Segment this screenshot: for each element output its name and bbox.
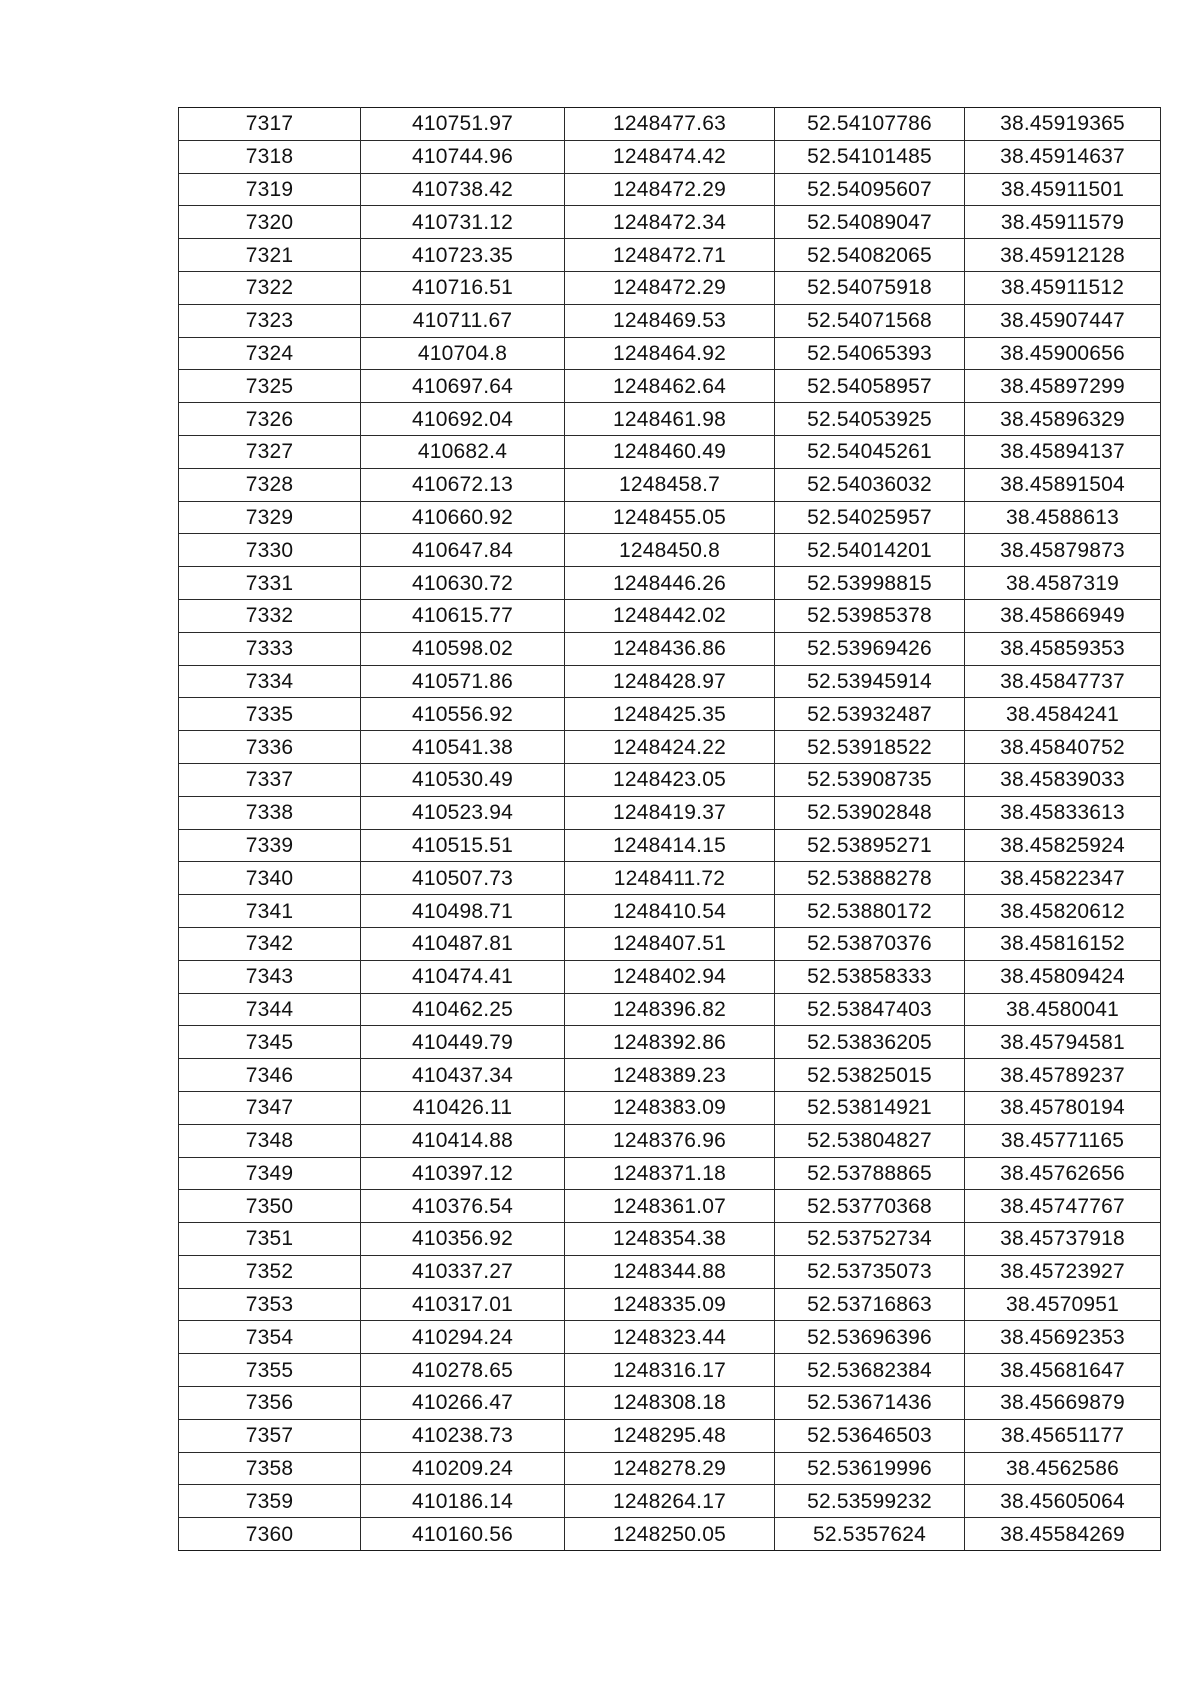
table-row — [179, 1518, 1161, 1551]
x-coordinate-cell: 410397.12 — [361, 1157, 565, 1190]
x-coordinate-cell: 410356.92 — [361, 1223, 565, 1256]
x-coordinate-cell: 410630.72 — [361, 567, 565, 600]
latitude-cell: 52.53969426 — [775, 632, 965, 665]
y-coordinate-cell: 1248410.54 — [565, 895, 775, 928]
latitude-cell: 52.53908735 — [775, 763, 965, 796]
point-number-cell: 7331 — [179, 567, 361, 600]
table-row — [179, 862, 1161, 895]
y-coordinate-cell: 1248250.05 — [565, 1518, 775, 1551]
x-coordinate-cell: 410278.65 — [361, 1354, 565, 1387]
x-coordinate-cell: 410738.42 — [361, 173, 565, 206]
longitude-cell: 38.45794581 — [965, 1026, 1161, 1059]
point-number-cell: 7337 — [179, 763, 361, 796]
table-row — [179, 1419, 1161, 1452]
point-number-cell: 7333 — [179, 632, 361, 665]
x-coordinate-cell: 410449.79 — [361, 1026, 565, 1059]
latitude-cell: 52.54089047 — [775, 206, 965, 239]
point-number-cell: 7353 — [179, 1288, 361, 1321]
latitude-cell: 52.53599232 — [775, 1485, 965, 1518]
latitude-cell: 52.54014201 — [775, 534, 965, 567]
latitude-cell: 52.53858333 — [775, 960, 965, 993]
y-coordinate-cell: 1248450.8 — [565, 534, 775, 567]
table-row — [179, 1026, 1161, 1059]
x-coordinate-cell: 410598.02 — [361, 632, 565, 665]
point-number-cell: 7358 — [179, 1452, 361, 1485]
y-coordinate-cell: 1248477.63 — [565, 108, 775, 141]
table-row — [179, 1190, 1161, 1223]
table-row — [179, 1354, 1161, 1387]
y-coordinate-cell: 1248460.49 — [565, 435, 775, 468]
longitude-cell: 38.45847737 — [965, 665, 1161, 698]
longitude-cell: 38.45692353 — [965, 1321, 1161, 1354]
point-number-cell: 7340 — [179, 862, 361, 895]
table-row — [179, 829, 1161, 862]
table-row — [179, 108, 1161, 141]
latitude-cell: 52.53814921 — [775, 1091, 965, 1124]
table-row — [179, 698, 1161, 731]
x-coordinate-cell: 410697.64 — [361, 370, 565, 403]
x-coordinate-cell: 410571.86 — [361, 665, 565, 698]
latitude-cell: 52.53696396 — [775, 1321, 965, 1354]
table-row — [179, 599, 1161, 632]
latitude-cell: 52.54053925 — [775, 403, 965, 436]
x-coordinate-cell: 410238.73 — [361, 1419, 565, 1452]
y-coordinate-cell: 1248458.7 — [565, 468, 775, 501]
table-row — [179, 1157, 1161, 1190]
point-number-cell: 7360 — [179, 1518, 361, 1551]
coordinates-table-body — [179, 108, 1161, 1551]
latitude-cell: 52.53770368 — [775, 1190, 965, 1223]
longitude-cell: 38.45833613 — [965, 796, 1161, 829]
x-coordinate-cell: 410487.81 — [361, 927, 565, 960]
table-row — [179, 1091, 1161, 1124]
table-row — [179, 960, 1161, 993]
longitude-cell: 38.45912128 — [965, 239, 1161, 272]
longitude-cell: 38.45605064 — [965, 1485, 1161, 1518]
table-row — [179, 1452, 1161, 1485]
latitude-cell: 52.53804827 — [775, 1124, 965, 1157]
x-coordinate-cell: 410704.8 — [361, 337, 565, 370]
longitude-cell: 38.45839033 — [965, 763, 1161, 796]
latitude-cell: 52.53825015 — [775, 1059, 965, 1092]
x-coordinate-cell: 410647.84 — [361, 534, 565, 567]
y-coordinate-cell: 1248474.42 — [565, 140, 775, 173]
x-coordinate-cell: 410317.01 — [361, 1288, 565, 1321]
table-row — [179, 632, 1161, 665]
longitude-cell: 38.45879873 — [965, 534, 1161, 567]
table-row — [179, 403, 1161, 436]
point-number-cell: 7338 — [179, 796, 361, 829]
point-number-cell: 7334 — [179, 665, 361, 698]
table-row — [179, 206, 1161, 239]
table-row — [179, 239, 1161, 272]
table-row — [179, 927, 1161, 960]
point-number-cell: 7355 — [179, 1354, 361, 1387]
y-coordinate-cell: 1248323.44 — [565, 1321, 775, 1354]
longitude-cell: 38.45822347 — [965, 862, 1161, 895]
point-number-cell: 7330 — [179, 534, 361, 567]
y-coordinate-cell: 1248411.72 — [565, 862, 775, 895]
x-coordinate-cell: 410660.92 — [361, 501, 565, 534]
y-coordinate-cell: 1248335.09 — [565, 1288, 775, 1321]
point-number-cell: 7342 — [179, 927, 361, 960]
longitude-cell: 38.45681647 — [965, 1354, 1161, 1387]
point-number-cell: 7344 — [179, 993, 361, 1026]
longitude-cell: 38.45896329 — [965, 403, 1161, 436]
latitude-cell: 52.53880172 — [775, 895, 965, 928]
table-row — [179, 567, 1161, 600]
y-coordinate-cell: 1248407.51 — [565, 927, 775, 960]
y-coordinate-cell: 1248428.97 — [565, 665, 775, 698]
table-row — [179, 501, 1161, 534]
point-number-cell: 7339 — [179, 829, 361, 862]
table-row — [179, 370, 1161, 403]
longitude-cell: 38.45816152 — [965, 927, 1161, 960]
point-number-cell: 7347 — [179, 1091, 361, 1124]
table-row — [179, 337, 1161, 370]
y-coordinate-cell: 1248295.48 — [565, 1419, 775, 1452]
latitude-cell: 52.53671436 — [775, 1387, 965, 1420]
longitude-cell: 38.4588613 — [965, 501, 1161, 534]
latitude-cell: 52.53716863 — [775, 1288, 965, 1321]
point-number-cell: 7349 — [179, 1157, 361, 1190]
longitude-cell: 38.45840752 — [965, 731, 1161, 764]
latitude-cell: 52.54101485 — [775, 140, 965, 173]
longitude-cell: 38.4562586 — [965, 1452, 1161, 1485]
table-row — [179, 271, 1161, 304]
latitude-cell: 52.54045261 — [775, 435, 965, 468]
latitude-cell: 52.54107786 — [775, 108, 965, 141]
point-number-cell: 7350 — [179, 1190, 361, 1223]
table-row — [179, 1485, 1161, 1518]
longitude-cell: 38.45900656 — [965, 337, 1161, 370]
table-row — [179, 173, 1161, 206]
x-coordinate-cell: 410376.54 — [361, 1190, 565, 1223]
latitude-cell: 52.53619996 — [775, 1452, 965, 1485]
table-row — [179, 993, 1161, 1026]
point-number-cell: 7332 — [179, 599, 361, 632]
point-number-cell: 7345 — [179, 1026, 361, 1059]
x-coordinate-cell: 410692.04 — [361, 403, 565, 436]
x-coordinate-cell: 410716.51 — [361, 271, 565, 304]
longitude-cell: 38.45789237 — [965, 1059, 1161, 1092]
table-row — [179, 304, 1161, 337]
y-coordinate-cell: 1248472.29 — [565, 271, 775, 304]
longitude-cell: 38.45919365 — [965, 108, 1161, 141]
longitude-cell: 38.45897299 — [965, 370, 1161, 403]
y-coordinate-cell: 1248425.35 — [565, 698, 775, 731]
point-number-cell: 7326 — [179, 403, 361, 436]
latitude-cell: 52.53646503 — [775, 1419, 965, 1452]
longitude-cell: 38.45669879 — [965, 1387, 1161, 1420]
table-row — [179, 796, 1161, 829]
table-row — [179, 468, 1161, 501]
point-number-cell: 7346 — [179, 1059, 361, 1092]
table-row — [179, 1321, 1161, 1354]
latitude-cell: 52.53735073 — [775, 1255, 965, 1288]
x-coordinate-cell: 410744.96 — [361, 140, 565, 173]
point-number-cell: 7320 — [179, 206, 361, 239]
longitude-cell: 38.45771165 — [965, 1124, 1161, 1157]
longitude-cell: 38.45911501 — [965, 173, 1161, 206]
y-coordinate-cell: 1248354.38 — [565, 1223, 775, 1256]
table-row — [179, 895, 1161, 928]
y-coordinate-cell: 1248472.71 — [565, 239, 775, 272]
longitude-cell: 38.4580041 — [965, 993, 1161, 1026]
longitude-cell: 38.45762656 — [965, 1157, 1161, 1190]
point-number-cell: 7328 — [179, 468, 361, 501]
point-number-cell: 7327 — [179, 435, 361, 468]
point-number-cell: 7317 — [179, 108, 361, 141]
point-number-cell: 7352 — [179, 1255, 361, 1288]
longitude-cell: 38.45584269 — [965, 1518, 1161, 1551]
x-coordinate-cell: 410556.92 — [361, 698, 565, 731]
latitude-cell: 52.53945914 — [775, 665, 965, 698]
y-coordinate-cell: 1248462.64 — [565, 370, 775, 403]
longitude-cell: 38.45866949 — [965, 599, 1161, 632]
x-coordinate-cell: 410294.24 — [361, 1321, 565, 1354]
y-coordinate-cell: 1248392.86 — [565, 1026, 775, 1059]
point-number-cell: 7322 — [179, 271, 361, 304]
table-row — [179, 1059, 1161, 1092]
table-row — [179, 1387, 1161, 1420]
table-row — [179, 140, 1161, 173]
point-number-cell: 7318 — [179, 140, 361, 173]
longitude-cell: 38.45737918 — [965, 1223, 1161, 1256]
latitude-cell: 52.54075918 — [775, 271, 965, 304]
point-number-cell: 7343 — [179, 960, 361, 993]
latitude-cell: 52.53682384 — [775, 1354, 965, 1387]
longitude-cell: 38.45907447 — [965, 304, 1161, 337]
x-coordinate-cell: 410530.49 — [361, 763, 565, 796]
y-coordinate-cell: 1248472.29 — [565, 173, 775, 206]
longitude-cell: 38.4570951 — [965, 1288, 1161, 1321]
latitude-cell: 52.53888278 — [775, 862, 965, 895]
y-coordinate-cell: 1248383.09 — [565, 1091, 775, 1124]
x-coordinate-cell: 410541.38 — [361, 731, 565, 764]
x-coordinate-cell: 410723.35 — [361, 239, 565, 272]
x-coordinate-cell: 410414.88 — [361, 1124, 565, 1157]
latitude-cell: 52.53752734 — [775, 1223, 965, 1256]
latitude-cell: 52.53985378 — [775, 599, 965, 632]
table-row — [179, 731, 1161, 764]
point-number-cell: 7321 — [179, 239, 361, 272]
y-coordinate-cell: 1248436.86 — [565, 632, 775, 665]
x-coordinate-cell: 410711.67 — [361, 304, 565, 337]
x-coordinate-cell: 410731.12 — [361, 206, 565, 239]
longitude-cell: 38.4584241 — [965, 698, 1161, 731]
y-coordinate-cell: 1248464.92 — [565, 337, 775, 370]
y-coordinate-cell: 1248376.96 — [565, 1124, 775, 1157]
longitude-cell: 38.45911579 — [965, 206, 1161, 239]
point-number-cell: 7319 — [179, 173, 361, 206]
x-coordinate-cell: 410507.73 — [361, 862, 565, 895]
latitude-cell: 52.54058957 — [775, 370, 965, 403]
longitude-cell: 38.45911512 — [965, 271, 1161, 304]
point-number-cell: 7357 — [179, 1419, 361, 1452]
y-coordinate-cell: 1248472.34 — [565, 206, 775, 239]
x-coordinate-cell: 410186.14 — [361, 1485, 565, 1518]
y-coordinate-cell: 1248419.37 — [565, 796, 775, 829]
y-coordinate-cell: 1248344.88 — [565, 1255, 775, 1288]
x-coordinate-cell: 410523.94 — [361, 796, 565, 829]
latitude-cell: 52.53870376 — [775, 927, 965, 960]
longitude-cell: 38.45891504 — [965, 468, 1161, 501]
coordinates-table — [178, 107, 1161, 1551]
latitude-cell: 52.54071568 — [775, 304, 965, 337]
y-coordinate-cell: 1248308.18 — [565, 1387, 775, 1420]
longitude-cell: 38.45809424 — [965, 960, 1161, 993]
point-number-cell: 7329 — [179, 501, 361, 534]
latitude-cell: 52.54082065 — [775, 239, 965, 272]
latitude-cell: 52.53847403 — [775, 993, 965, 1026]
longitude-cell: 38.4587319 — [965, 567, 1161, 600]
longitude-cell: 38.45825924 — [965, 829, 1161, 862]
y-coordinate-cell: 1248264.17 — [565, 1485, 775, 1518]
longitude-cell: 38.45723927 — [965, 1255, 1161, 1288]
x-coordinate-cell: 410437.34 — [361, 1059, 565, 1092]
point-number-cell: 7348 — [179, 1124, 361, 1157]
point-number-cell: 7359 — [179, 1485, 361, 1518]
longitude-cell: 38.45894137 — [965, 435, 1161, 468]
point-number-cell: 7341 — [179, 895, 361, 928]
latitude-cell: 52.53918522 — [775, 731, 965, 764]
x-coordinate-cell: 410751.97 — [361, 108, 565, 141]
latitude-cell: 52.53902848 — [775, 796, 965, 829]
table-row — [179, 435, 1161, 468]
x-coordinate-cell: 410337.27 — [361, 1255, 565, 1288]
point-number-cell: 7356 — [179, 1387, 361, 1420]
x-coordinate-cell: 410462.25 — [361, 993, 565, 1026]
latitude-cell: 52.53788865 — [775, 1157, 965, 1190]
point-number-cell: 7325 — [179, 370, 361, 403]
latitude-cell: 52.53895271 — [775, 829, 965, 862]
latitude-cell: 52.53836205 — [775, 1026, 965, 1059]
y-coordinate-cell: 1248402.94 — [565, 960, 775, 993]
latitude-cell: 52.5357624 — [775, 1518, 965, 1551]
y-coordinate-cell: 1248424.22 — [565, 731, 775, 764]
latitude-cell: 52.53998815 — [775, 567, 965, 600]
x-coordinate-cell: 410615.77 — [361, 599, 565, 632]
table-row — [179, 1124, 1161, 1157]
x-coordinate-cell: 410160.56 — [361, 1518, 565, 1551]
y-coordinate-cell: 1248278.29 — [565, 1452, 775, 1485]
x-coordinate-cell: 410498.71 — [361, 895, 565, 928]
point-number-cell: 7351 — [179, 1223, 361, 1256]
y-coordinate-cell: 1248414.15 — [565, 829, 775, 862]
longitude-cell: 38.45820612 — [965, 895, 1161, 928]
longitude-cell: 38.45747767 — [965, 1190, 1161, 1223]
x-coordinate-cell: 410515.51 — [361, 829, 565, 862]
latitude-cell: 52.53932487 — [775, 698, 965, 731]
x-coordinate-cell: 410474.41 — [361, 960, 565, 993]
table-row — [179, 665, 1161, 698]
y-coordinate-cell: 1248371.18 — [565, 1157, 775, 1190]
latitude-cell: 52.54036032 — [775, 468, 965, 501]
y-coordinate-cell: 1248316.17 — [565, 1354, 775, 1387]
y-coordinate-cell: 1248469.53 — [565, 304, 775, 337]
x-coordinate-cell: 410426.11 — [361, 1091, 565, 1124]
y-coordinate-cell: 1248446.26 — [565, 567, 775, 600]
longitude-cell: 38.45914637 — [965, 140, 1161, 173]
longitude-cell: 38.45859353 — [965, 632, 1161, 665]
table-row — [179, 1288, 1161, 1321]
x-coordinate-cell: 410209.24 — [361, 1452, 565, 1485]
table-row — [179, 763, 1161, 796]
latitude-cell: 52.54095607 — [775, 173, 965, 206]
y-coordinate-cell: 1248455.05 — [565, 501, 775, 534]
y-coordinate-cell: 1248461.98 — [565, 403, 775, 436]
longitude-cell: 38.45651177 — [965, 1419, 1161, 1452]
latitude-cell: 52.54065393 — [775, 337, 965, 370]
point-number-cell: 7323 — [179, 304, 361, 337]
x-coordinate-cell: 410266.47 — [361, 1387, 565, 1420]
table-row — [179, 534, 1161, 567]
x-coordinate-cell: 410672.13 — [361, 468, 565, 501]
y-coordinate-cell: 1248423.05 — [565, 763, 775, 796]
point-number-cell: 7336 — [179, 731, 361, 764]
table-row — [179, 1223, 1161, 1256]
x-coordinate-cell: 410682.4 — [361, 435, 565, 468]
table-row — [179, 1255, 1161, 1288]
y-coordinate-cell: 1248396.82 — [565, 993, 775, 1026]
y-coordinate-cell: 1248389.23 — [565, 1059, 775, 1092]
latitude-cell: 52.54025957 — [775, 501, 965, 534]
longitude-cell: 38.45780194 — [965, 1091, 1161, 1124]
y-coordinate-cell: 1248442.02 — [565, 599, 775, 632]
y-coordinate-cell: 1248361.07 — [565, 1190, 775, 1223]
point-number-cell: 7335 — [179, 698, 361, 731]
point-number-cell: 7354 — [179, 1321, 361, 1354]
point-number-cell: 7324 — [179, 337, 361, 370]
